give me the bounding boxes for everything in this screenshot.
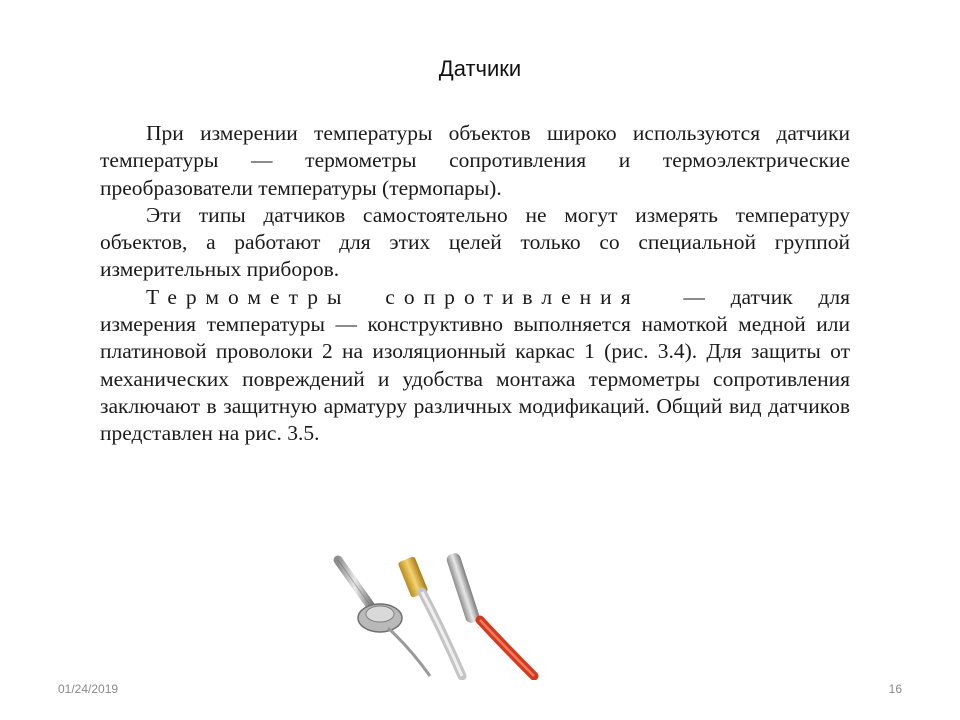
slide-title: Датчики: [438, 56, 522, 81]
footer-date: 01/24/2019: [58, 682, 119, 696]
paragraph-1: При измерении температуры объектов широко используются датчики температуры — термометры сопротивления и термоэлектрические преобразователи температуры (термопары).: [100, 121, 850, 200]
scanned-text-block: [100, 120, 850, 448]
temperature-sensors-photo: [330, 548, 550, 680]
paragraph-2: Эти типы датчиков самостоятельно не могут измерять температуру объектов, а работают для этих целей только со специальной группой измерительных приборов.: [100, 202, 850, 282]
term-resistance-thermometers: Термометры сопротивления: [146, 284, 640, 309]
paragraph-3: [100, 284, 850, 448]
paragraph-3-text: — датчик для измерения температуры — конструктивно выполняется намоткой медной или платиновой проволоки 2 на изоляционный каркас 1 (рис. 3.4). Для защиты от механических повреждений и удобства монтажа термометры сопротивления заключают в защитную арматуру различных модификаций. Общий вид датчиков представлен на рис. 3.5.: [100, 284, 850, 446]
footer-page-number: 16: [888, 682, 902, 696]
